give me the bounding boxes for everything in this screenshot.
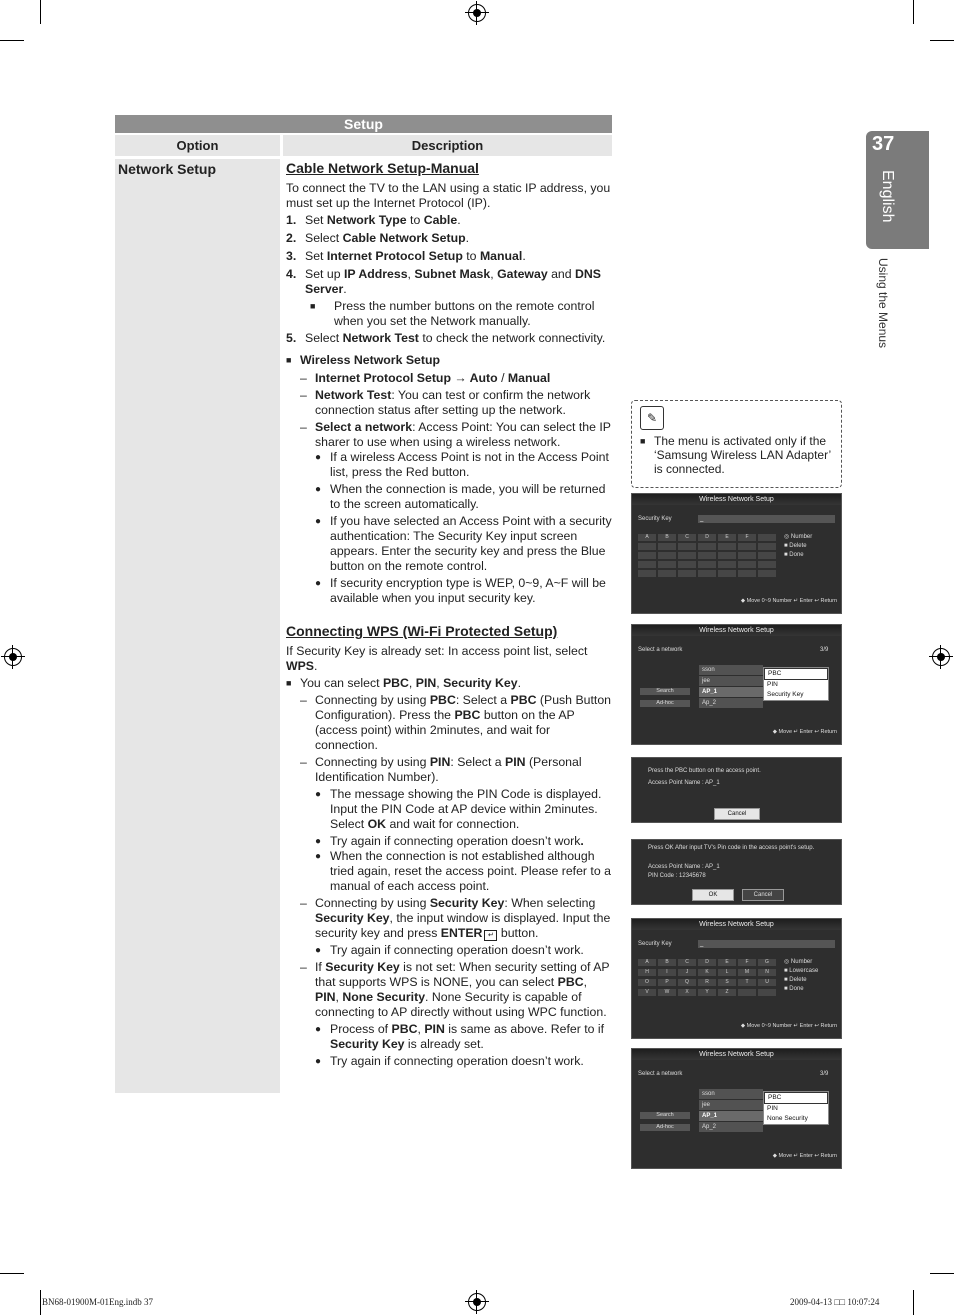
- cable-intro: To connect the TV to the LAN using a static IP address, you must set up the Internet Protocol (IP).: [286, 181, 611, 210]
- list-item: – Connecting by using PBC: Select a PBC (Push Button Configuration). Press the PBC button on the AP (access point) within 2minutes, and wait for connection.: [300, 693, 611, 752]
- description-column: [286, 161, 612, 1069]
- list-item: – Select a network: Access Point: You can select the IP sharer to use when using a wireless network.: [300, 420, 611, 449]
- wps-intro: If Security Key is already set: In access point list, select WPS.: [286, 644, 588, 673]
- square-bullet-icon: ■: [286, 355, 292, 365]
- list-item: 1. Set Network Type to Cable.: [286, 213, 461, 227]
- registration-mark-icon: [468, 1293, 486, 1311]
- note-box: ✎ ■ The menu is activated only if the ‘Samsung Wireless LAN Adapter’ is connected.: [631, 400, 842, 488]
- screen-security-key-full: Wireless Network Setup Security Key _ A B C D E F G H I J K L M N O P Q R S T U V W X Y Z ◎ Number ■ Lowercase ■ Delete ■ Done ◆ Move 0~9 Number ↵ Enter ↩ Return: [631, 918, 842, 1039]
- list-item: ● When the connection is made, you will be returned to the screen automatically.: [315, 482, 606, 511]
- list-item: ● Process of PBC, PIN is same as above. Refer to if Security Key is already set.: [315, 1022, 605, 1051]
- screen-pin-message: Press OK After input TV's Pin code in the access point's setup. Access Point Name : AP_1 PIN Code : 12345678 OK Cancel: [631, 839, 842, 905]
- list-item: ■ Press the number buttons on the remote control when you set the Network manually.: [310, 299, 595, 328]
- square-bullet-icon: ■: [286, 678, 292, 688]
- enter-icon: ↵: [484, 930, 497, 941]
- registration-mark-icon: [468, 4, 486, 22]
- list-item: ● Try again if connecting operation doesn’t work.: [315, 1054, 584, 1068]
- language-label: English: [879, 170, 896, 223]
- crop-mark: [40, 1290, 41, 1315]
- page-number: 37: [872, 133, 895, 155]
- list-item: ● Try again if connecting operation doesn’t work.: [315, 943, 584, 957]
- table-title: Setup: [115, 115, 612, 133]
- list-item: – Connecting by using PIN: Select a PIN (Personal Identification Number).: [300, 755, 582, 784]
- screen-security-key-hex: Wireless Network Setup Security Key _ A B C D E F ◎ Number ■ Delete ■ Done ◆ Move 0~9 Number ↵ Enter ↩ Return: [631, 493, 842, 614]
- note-pencil-icon: ✎: [640, 406, 664, 430]
- list-item: – Internet Protocol Setup → Auto / Manual: [300, 371, 551, 385]
- column-header-option: Option: [115, 135, 280, 156]
- crop-mark: [913, 0, 914, 24]
- list-item: – Connecting by using Security Key: When selecting Security Key, the input window is displayed. Input the security key and press ENTER ↵ button.: [300, 896, 611, 940]
- keyboard-grid: A B C D E F G H I J K L M N O P Q R S T U V W X Y Z: [638, 959, 776, 996]
- wps-heading: Connecting WPS (Wi-Fi Protected Setup): [286, 623, 558, 639]
- crop-mark: [930, 40, 954, 41]
- list-item: ● If you have selected an Access Point with a security authentication: The Security Key input screen appears. Enter the security key and press the Blue button on the remote control.: [315, 514, 612, 573]
- crop-mark: [930, 1273, 954, 1274]
- crop-mark: [0, 40, 24, 41]
- cable-heading: Cable Network Setup-Manual: [286, 160, 479, 176]
- footer-file-info: BN68-01900M-01Eng.indb 37: [42, 1297, 153, 1307]
- list-item: ● If security encryption type is WEP, 0~9, A~F will be available when you input security key.: [315, 576, 606, 605]
- list-item: ● The message showing the PIN Code is displayed. Input the PIN Code at AP device within 2minutes. Select OK and wait for connection.: [315, 787, 602, 831]
- wireless-title: Wireless Network Setup: [300, 353, 440, 367]
- list-item: 4. Set up IP Address, Subnet Mask, Gateway and DNS Server.: [286, 267, 601, 296]
- list-item: ● Try again if connecting operation doesn’t work.: [315, 834, 584, 848]
- registration-mark-icon: [4, 648, 22, 666]
- registration-mark-icon: [932, 648, 950, 666]
- square-bullet-icon: ■: [310, 301, 316, 311]
- list-item: ● When the connection is not established although tried again, reset the access point. Please refer to a manual of each access point.: [315, 849, 611, 893]
- section-label: Using the Menus: [876, 258, 890, 349]
- crop-mark: [0, 1273, 24, 1274]
- keyboard-grid: A B C D E F: [638, 534, 776, 577]
- column-header-description: Description: [283, 135, 612, 156]
- list-item: 5. Select Network Test to check the network connectivity.: [286, 331, 606, 345]
- list-item: – Network Test: You can test or confirm the network connection status after setting up the network.: [300, 388, 591, 417]
- list-item: ● If a wireless Access Point is not in the Access Point list, press the Red button.: [315, 450, 609, 479]
- screen-pbc-message: Press the PBC button on the access point. Access Point Name : AP_1 Cancel: [631, 757, 842, 823]
- square-bullet-icon: ■: [640, 436, 646, 446]
- list-item: 2. Select Cable Network Setup.: [286, 231, 470, 245]
- list-item: 3. Set Internet Protocol Setup to Manual.: [286, 249, 526, 263]
- crop-mark: [913, 1290, 914, 1315]
- footer-timestamp: 2009-04-13 □□ 10:07:24: [790, 1297, 880, 1307]
- screen-select-network-2: Wireless Network Setup Select a network 3/9 sson jee AP_1 Ap_2 Search Ad-hoc PBC PIN None Security ◆ Move ↵ Enter ↩ Return: [631, 1048, 842, 1169]
- screen-select-network-1: Wireless Network Setup Select a network 3/9 sson jee AP_1 Ap_2 Search Ad-hoc PBC PIN Security Key ◆ Move ↵ Enter ↩ Return: [631, 624, 842, 745]
- option-column: [115, 159, 280, 1093]
- crop-mark: [40, 0, 41, 24]
- list-item: [286, 353, 612, 368]
- list-item: ■ You can select PBC, PIN, Security Key.: [286, 676, 522, 690]
- option-network-setup: Network Setup: [118, 161, 217, 177]
- list-item: – If Security Key is not set: When security setting of AP that supports WPS is NONE, you can select PBC, PIN, None Security. None Security is capable of connecting to AP directly without using WPC function.: [300, 960, 610, 1019]
